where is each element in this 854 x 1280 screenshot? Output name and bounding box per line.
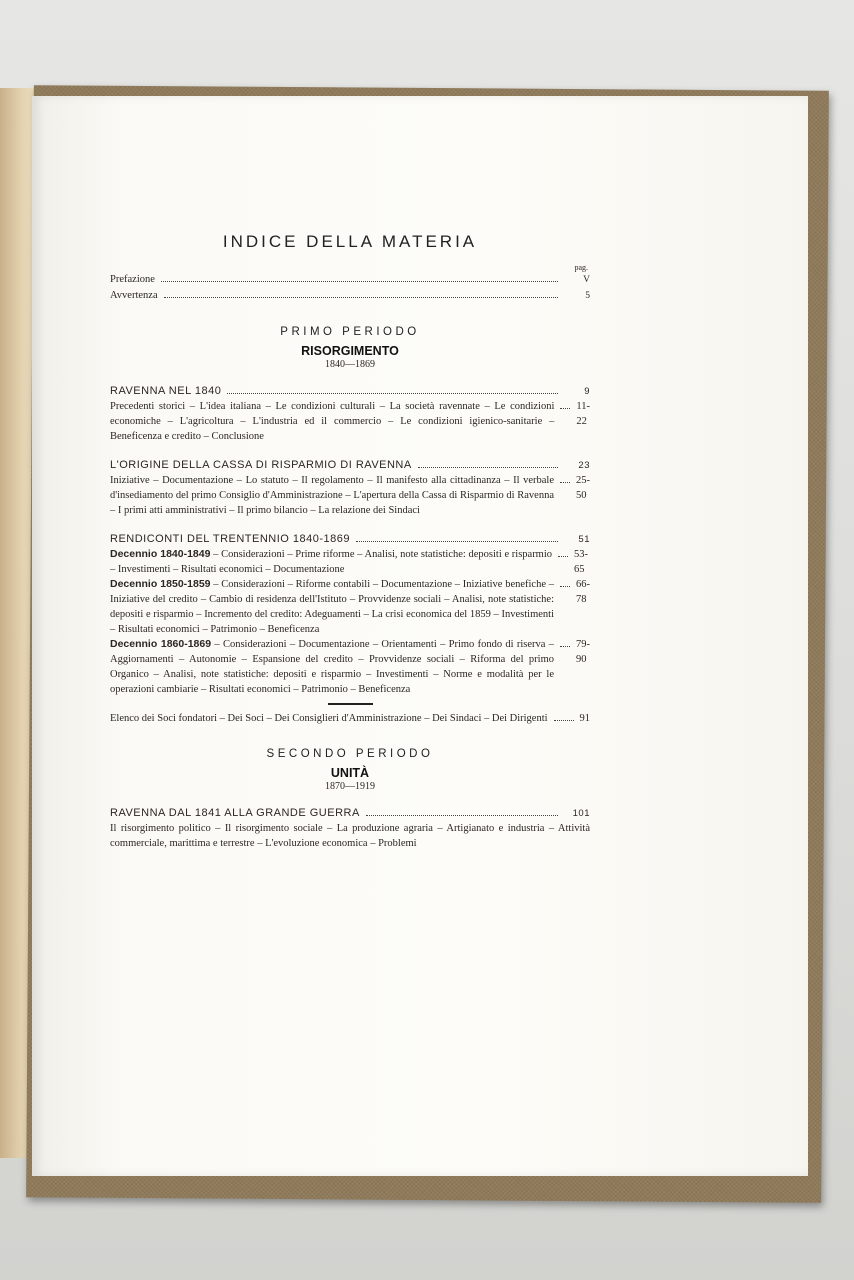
dot-leader: [560, 646, 570, 647]
section-heading: [110, 458, 590, 473]
period-heading: PRIMO PERIODO: [280, 326, 420, 338]
decade-summary: – Considerazioni – Prime riforme – Analisi, note statistiche: depositi e risparmio – Investimenti – Risultati economici – Documentazione: [110, 549, 553, 575]
dot-leader: [558, 556, 568, 557]
dot-leader: [227, 393, 558, 394]
period-heading: SECONDO PERIODO: [266, 747, 434, 760]
pag-label: pag.: [574, 263, 588, 272]
table-of-contents: [110, 232, 590, 851]
dot-leader: [560, 408, 570, 409]
decade-text: [110, 547, 552, 577]
section-title: RAVENNA DAL 1841 ALLA GRANDE GUERRA: [110, 806, 360, 819]
era-years: 1870—1919: [325, 780, 375, 792]
toc-entry-avvertenza: [110, 288, 590, 304]
decade-summary: – Considerazioni – Riforme contabili – Documentazione – Iniziative benefiche – Iniziative del credito – Cambio di residenza dell'Istituto – Provvidenze sociali – Analisi, note statistiche: depositi e risparmio – Incremento del credito: Adeguamenti – La crisi economica del 1859 – Investimenti – Risultati economici – Patrimonio – Beneficenza: [110, 579, 555, 635]
decade-text: [110, 637, 554, 697]
decade-summary: – Considerazioni – Documentazione – Orientamenti – Primo fondo di riserva – Aggiornamenti – Autonomie – Espansione del credito – Provvidenze sociali – Riforma del primo Organico – Analisi, note statistiche: depositi e risparmio – Investimenti – Norme e modalità per le operazioni cambiarie – Risultati economici – Patrimonio – Beneficenza: [110, 639, 554, 695]
dot-leader: [366, 815, 558, 816]
summary-text: Il risorgimento politico – Il risorgimento sociale – La produzione agraria – Artigianato e industria – Attività commerciale, marittima e terrestre – L'evoluzione economica – Problemi: [110, 822, 590, 849]
era-title: RISORGIMENTO: [301, 344, 399, 358]
section-heading: [110, 384, 590, 399]
summary-text: Iniziative – Documentazione – Lo statuto – Il regolamento – Il manifesto alla cittadinanza – Il verbale d'insediamento del primo Consiglio d'Amministrazione – L'apertura della Cassa di Risparmio di Ravenna – I primi atti amministrativi – Il primo bilancio – La relazione dei Sindaci: [110, 475, 554, 516]
section-title: RENDICONTI DEL TRENTENNIO 1840-1869: [110, 533, 351, 545]
page-title: INDICE DELLA MATERIA: [222, 232, 478, 251]
elenco-text: Elenco dei Soci fondatori – Dei Soci – Dei Consiglieri d'Amministrazione – Dei Sindaci – Dei Dirigenti: [110, 712, 548, 724]
dot-leader: [554, 720, 574, 721]
elenco-entry: [110, 711, 590, 726]
dot-leader: [560, 482, 570, 483]
section-summary: [110, 399, 590, 444]
divider-rule: [328, 703, 373, 705]
era-title: UNITÀ: [330, 765, 370, 780]
dot-leader: [560, 586, 570, 587]
decade-text: [110, 577, 554, 637]
toc-entry-prefazione: [110, 272, 590, 288]
elenco-page: 91: [579, 712, 590, 724]
decade-pages: 66-78: [576, 579, 590, 605]
section-summary: [110, 473, 590, 518]
decade-label: Decennio 1860-1869: [110, 638, 212, 650]
summary-text: Precedenti storici – L'idea italiana – Le condizioni culturali – La società ravennate – Le condizioni economiche – L'agricoltura – L'industria ed il commercio – Le condizioni igienico-sanitarie – Beneficenza e credito – Conclusione: [110, 401, 555, 442]
entry-label: Prefazione: [110, 274, 155, 285]
summary-pages: 25-50: [576, 475, 590, 501]
decade-pages: 53-65: [574, 549, 589, 575]
dot-leader: [161, 281, 558, 282]
section-heading: [110, 806, 590, 821]
section-page: 101: [572, 807, 590, 819]
section-page: 23: [578, 460, 590, 471]
section-page: 9: [584, 386, 590, 397]
summary-pages: 11-22: [576, 401, 590, 427]
section-heading: [110, 532, 590, 547]
decade-entry: [110, 577, 590, 637]
dot-leader: [164, 297, 558, 298]
decade-label: Decennio 1850-1859: [110, 578, 211, 590]
section-title: L'ORIGINE DELLA CASSA DI RISPARMIO DI RAVENNA: [110, 459, 412, 471]
section-page: 51: [578, 534, 590, 545]
entry-page: 5: [585, 291, 590, 301]
entry-page: V: [583, 275, 590, 285]
decade-pages: 79-90: [576, 639, 590, 665]
entry-label: Avvertenza: [110, 290, 158, 301]
decade-label: Decennio 1840-1849: [110, 548, 211, 560]
dot-leader: [356, 541, 558, 542]
decade-entry: [110, 637, 590, 697]
section-summary: [110, 821, 590, 851]
decade-entry: [110, 547, 590, 577]
era-years: 1840—1869: [325, 359, 375, 370]
section-title: RAVENNA NEL 1840: [110, 385, 222, 397]
dot-leader: [418, 467, 558, 468]
